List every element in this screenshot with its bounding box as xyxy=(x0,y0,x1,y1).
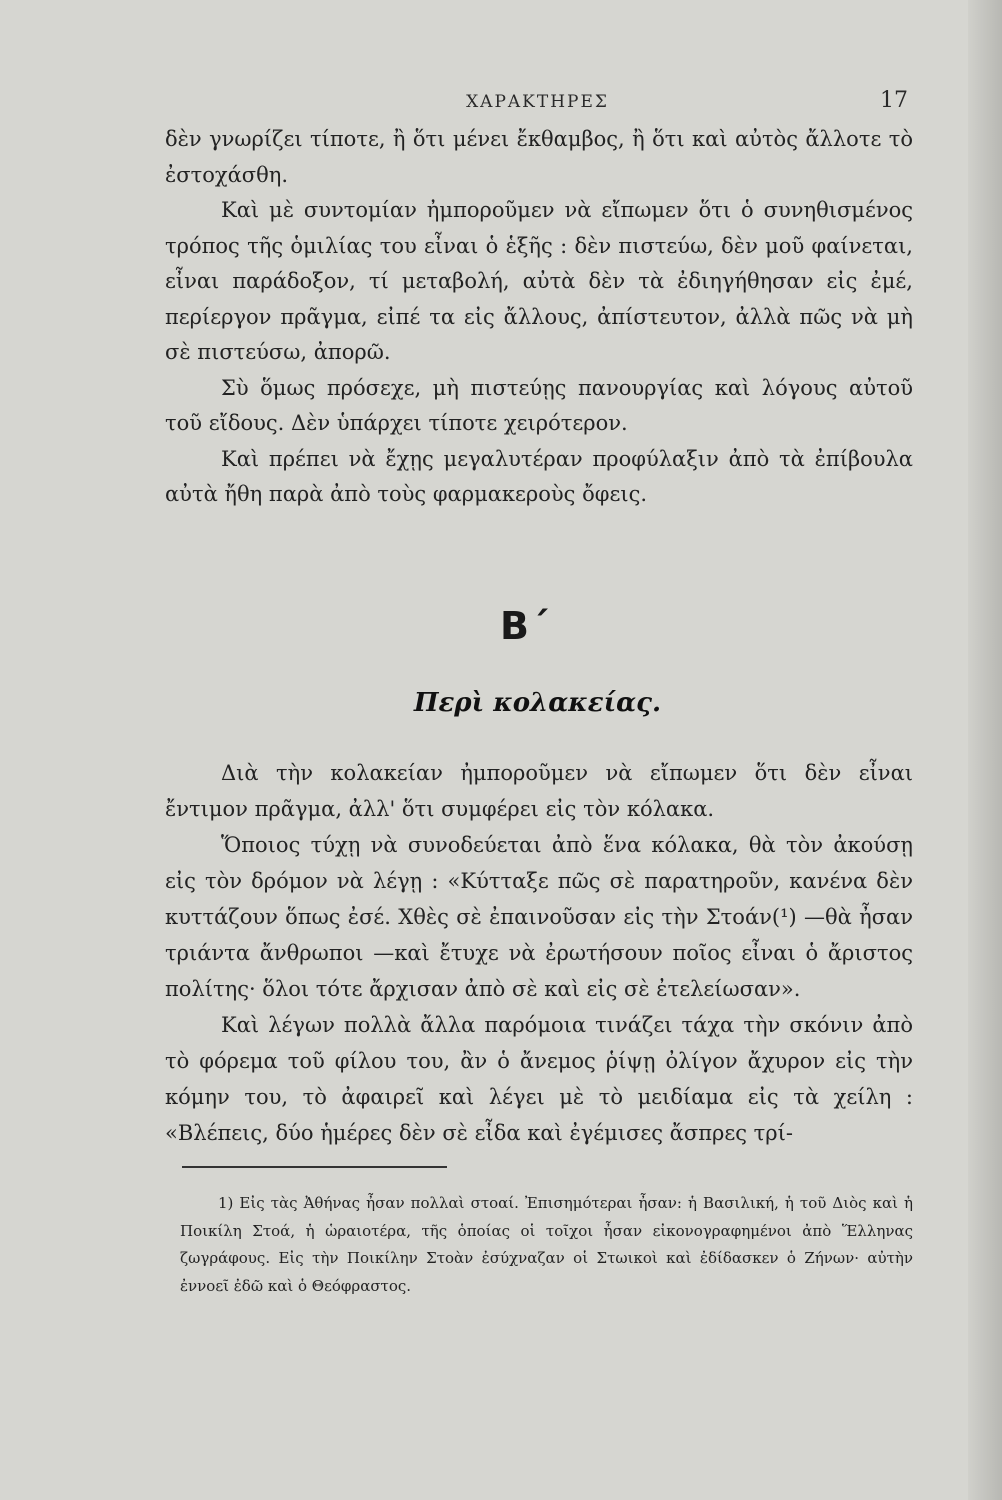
page-number: 17 xyxy=(880,88,908,113)
paragraph: Καὶ λέγων πολλὰ ἄλλα παρόμοια τινάζει τάχα τὴν σκόνιν ἀπὸ τὸ φόρεμα τοῦ φίλου του, ἂν ὁ ἄνεμος ῥίψῃ ὀλίγον ἄχυρον εἰς τὴν κόμην του, τὸ ἀφαιρεῖ καὶ λέγει μὲ τὸ μειδίαμα εἰς τὰ χείλη : «Βλέπεις, δύο ἡμέρες δὲν σὲ εἶδα καὶ ἐγέμισες ἄσπρες τρί- xyxy=(165,1013,913,1145)
page-edge xyxy=(968,0,1002,1500)
paragraph: δὲν γνωρίζει τίποτε, ἢ ὅτι μένει ἔκθαμβος, ἢ ὅτι καὶ αὐτὸς ἄλλοτε τὸ ἐστοχάσθη. xyxy=(165,127,913,187)
paragraph: Ὅποιος τύχῃ νὰ συνοδεύεται ἀπὸ ἕνα κόλακα, θὰ τὸν ἀκούσῃ εἰς τὸν δρόμον νὰ λέγῃ : «Κύτταξε πῶς σὲ παρατηροῦν, κανένα δὲν κυττάζουν ὅπως ἐσέ. Χθὲς σὲ ἐπαινοῦσαν εἰς τὴν Στοάν(¹) —θὰ ἦσαν τριάντα ἄνθρωποι —καὶ ἔτυχε νὰ ἐρωτήσουν ποῖος εἶναι ὁ ἄριστος πολίτης· ὅλοι τότε ἄρχισαν ἀπὸ σὲ καὶ εἰς σὲ ἐτελείωσαν». xyxy=(165,833,913,1001)
running-title: ΧΑΡΑΚΤΗΡΕΣ xyxy=(466,92,609,112)
paragraph: Διὰ τὴν κολακείαν ἠμποροῦμεν νὰ εἴπωμεν ὅτι δὲν εἶναι ἔντιμον πρᾶγμα, ἀλλ' ὅτι συμφέρει εἰς τὸν κόλακα. xyxy=(165,761,913,821)
paragraph: Σὺ ὅμως πρόσεχε, μὴ πιστεύῃς πανουργίας καὶ λόγους αὐτοῦ τοῦ εἴδους. Δὲν ὑπάρχει τίποτε χειρότερον. xyxy=(165,375,913,435)
footnote: 1) Εἰς τὰς Ἀθήνας ἦσαν πολλαὶ στοαί. Ἐπισημότεραι ἦσαν: ἡ Βασιλική, ἡ τοῦ Διὸς καὶ ἡ Ποικίλη Στοά, ἡ ὡραιοτέρα, τῆς ὁποίας οἱ τοῖχοι ἦσαν εἰκονογραφημένοι ἀπὸ Ἕλληνας ζωγράφους. Εἰς τὴν Ποικίλην Στοὰν ἐσύχναζαν οἱ Στωικοὶ καὶ ἐδίδασκεν ὁ Ζήνων· αὐτὴν ἐννοεῖ ἐδῶ καὶ ὁ Θεόφραστος. xyxy=(180,1194,913,1295)
section-a-text xyxy=(165,122,913,513)
section-number: Β΄ xyxy=(500,604,550,648)
section-title: Περὶ κολακείας. xyxy=(413,688,662,718)
paragraph: Καὶ πρέπει νὰ ἔχῃς μεγαλυτέραν προφύλαξιν ἀπὸ τὰ ἐπίβουλα αὐτὰ ἤθη παρὰ ἀπὸ τοὺς φαρμακεροὺς ὄφεις. xyxy=(165,446,913,506)
footnote-divider xyxy=(182,1166,447,1168)
page-header xyxy=(165,88,910,120)
paragraph: Καὶ μὲ συντομίαν ἠμποροῦμεν νὰ εἴπωμεν ὅτι ὁ συνηθισμένος τρόπος τῆς ὁμιλίας του εἶναι ὁ ἑξῆς : δὲν πιστεύω, δὲν μοῦ φαίνεται, εἶναι παράδοξον, τί μεταβολή, αὐτὰ δὲν τὰ ἐδιηγήθησαν εἰς ἐμέ, περίεργον πρᾶγμα, εἰπέ τα εἰς ἄλλους, ἀπίστευτον, ἀλλὰ πῶς νὰ μὴ σὲ πιστεύσω, ἀπορῶ. xyxy=(165,198,913,364)
footnotes xyxy=(180,1190,913,1300)
section-b-text xyxy=(165,755,913,1151)
